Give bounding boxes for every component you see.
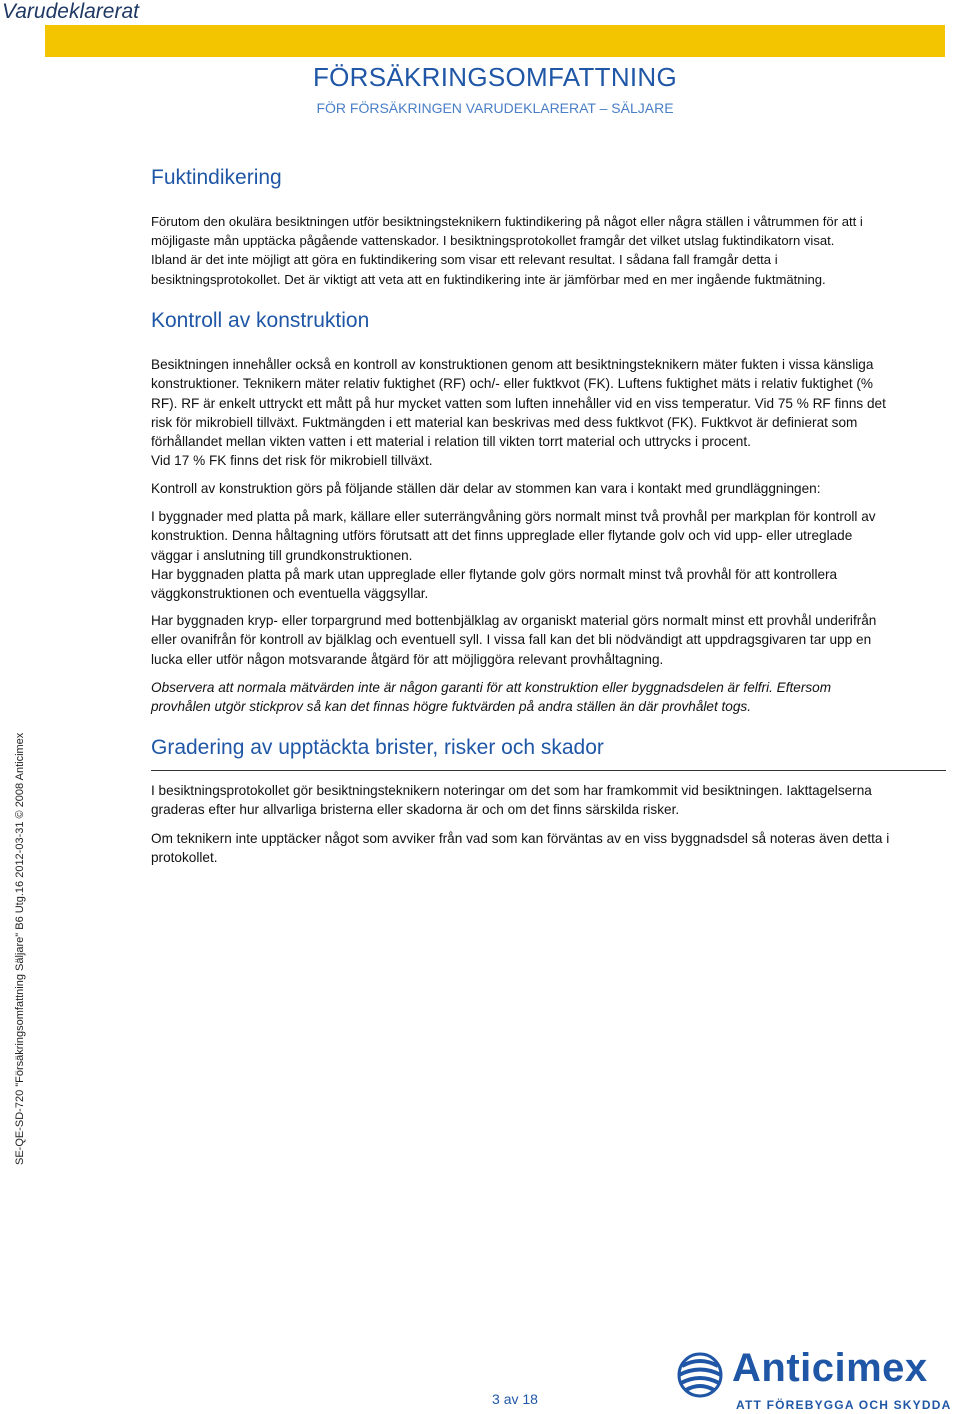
text-line: Förutom den okulära besiktningen utför besiktningsteknikern fuktindikering på något eller några ställen i våtrummen för att i [151,214,863,229]
logo-tagline: ATT FÖREBYGGA OCH SKYDDA [736,1398,952,1412]
text-line: besiktningsprotokollet. Det är viktigt att veta att en fuktindikering inte är jämförbar med en mer ingående fuktmätning. [151,271,826,287]
paragraph-kontroll-note [151,678,946,717]
heading-kontroll: Kontroll av konstruktion [151,309,370,332]
text-line: risk för mikrobiell tillväxt. Fuktmängden i ett material kan beskrivas med dess fuktkvot (FK). Fuktkvot är definierat som [151,414,858,430]
logo-wordmark: Anticimex [732,1346,928,1390]
text-line: lucka eller utför någon motsvarande åtgärd för att möjliggöra relevant provhåltagning. [151,651,664,667]
text-line: konstruktioner. Teknikern mäter relativ fuktighet (RF) och/- eller fuktkvot (FK). Luftens fuktighet mäts i relativ fuktighet (% [151,376,874,392]
text-line: Besiktningen innehåller också en kontroll av konstruktionen genom att besiktningsteknikern mäter fukten i vissa känsliga [151,357,874,372]
text-line: Har byggnaden platta på mark utan uppreglade eller flytande golv görs normalt minst två provhål för att kontrollera [151,566,838,582]
text-line: konstruktion. Denna håltagning utförs förutsatt att det finns uppreglade eller flytande golv och vid upp- eller utreglade [151,528,853,544]
text-line: Observera att normala mätvärden inte är någon garanti för att konstruktion eller byggnadsdelen är felfri. Eftersom [151,680,832,695]
paragraph-kontroll-2 [151,479,946,498]
section-divider [151,770,946,771]
globe-logo-icon [674,1352,726,1398]
document-label: Varudeklarerat [2,0,139,23]
paragraph-kontroll-4 [151,611,946,669]
page-subtitle: FÖR FÖRSÄKRINGEN VARUDEKLARERAT – SÄLJARE [316,100,674,116]
text-line: protokollet. [151,850,218,866]
text-line: möjligaste mån upptäcka pågående vattenskador. I besiktningsprotokollet framgår det vilket utslag fuktindikatorn visat. [151,233,835,249]
text-line: väggar i anslutning till grundkonstruktionen. [151,547,413,563]
document-reference: SE-QE-SD-720 "Försäkringsomfattning Säljare" B6 Utg.16 2012-03-31 © 2008 Anticimex [14,732,26,1165]
text-line: I besiktningsprotokollet gör besiktningsteknikern noteringar om det som har framkommit vid besiktningen. Iakttagelserna [151,783,872,798]
paragraph-kontroll-1 [151,355,946,471]
text-line: provhålen utgör stickprov så kan det finnas högre fuktvärden på andra ställen än där provhålet togs. [151,699,752,715]
paragraph-gradering-1 [151,781,946,820]
heading-gradering: Gradering av upptäckta brister, risker och skador [151,736,604,759]
text-line: väggkonstruktionen och eventuella väggsyllar. [151,586,429,602]
text-line: eller ovanifrån för kontroll av bjälklag och eventuell syll. I vissa fall kan det bli nödvändigt att uppdragsgivaren tar upp en [151,632,872,648]
paragraph-fuktindikering [151,212,946,289]
text-line: Kontroll av konstruktion görs på följande ställen där delar av stommen kan vara i kontakt med grundläggningen: [151,481,821,496]
text-line: Har byggnaden kryp- eller torpargrund med bottenbjälklag av organiskt material görs normalt minst ett provhål underifrån [151,613,877,628]
text-line: I byggnader med platta på mark, källare eller suterrängvåning görs normalt minst två provhål per markplan för kontroll av [151,509,876,524]
text-line: Ibland är det inte möjligt att göra en fuktindikering som visar ett relevant resultat. I sådana fall framgår detta i [151,252,778,268]
text-line: graderas efter hur allvarliga bristerna eller skadorna är och om det finns särskilda risker. [151,802,680,818]
page-title: FÖRSÄKRINGSOMFATTNING [312,62,678,92]
page-number: 3 av 18 [492,1391,538,1407]
header-band [45,25,945,57]
text-line: Vid 17 % FK finns det risk för mikrobiell tillväxt. [151,453,433,469]
heading-fuktindikering: Fuktindikering [151,166,282,189]
text-line: RF). RF är enkelt uttryckt ett mått på hur mycket vatten som luften innehåller vid en viss temperatur. Vid 75 % RF finns det [151,395,886,411]
text-line: förhållandet mellan vikten vatten i ett material i relation till vikten torrt material och uttrycks i procent. [151,434,751,450]
anticimex-logo [674,1346,960,1414]
paragraph-gradering-2 [151,829,946,868]
text-line: Om teknikern inte upptäcker något som avviker från vad som kan förväntas av en viss byggnadsdel så noteras även detta i [151,831,890,846]
paragraph-kontroll-3 [151,507,946,603]
